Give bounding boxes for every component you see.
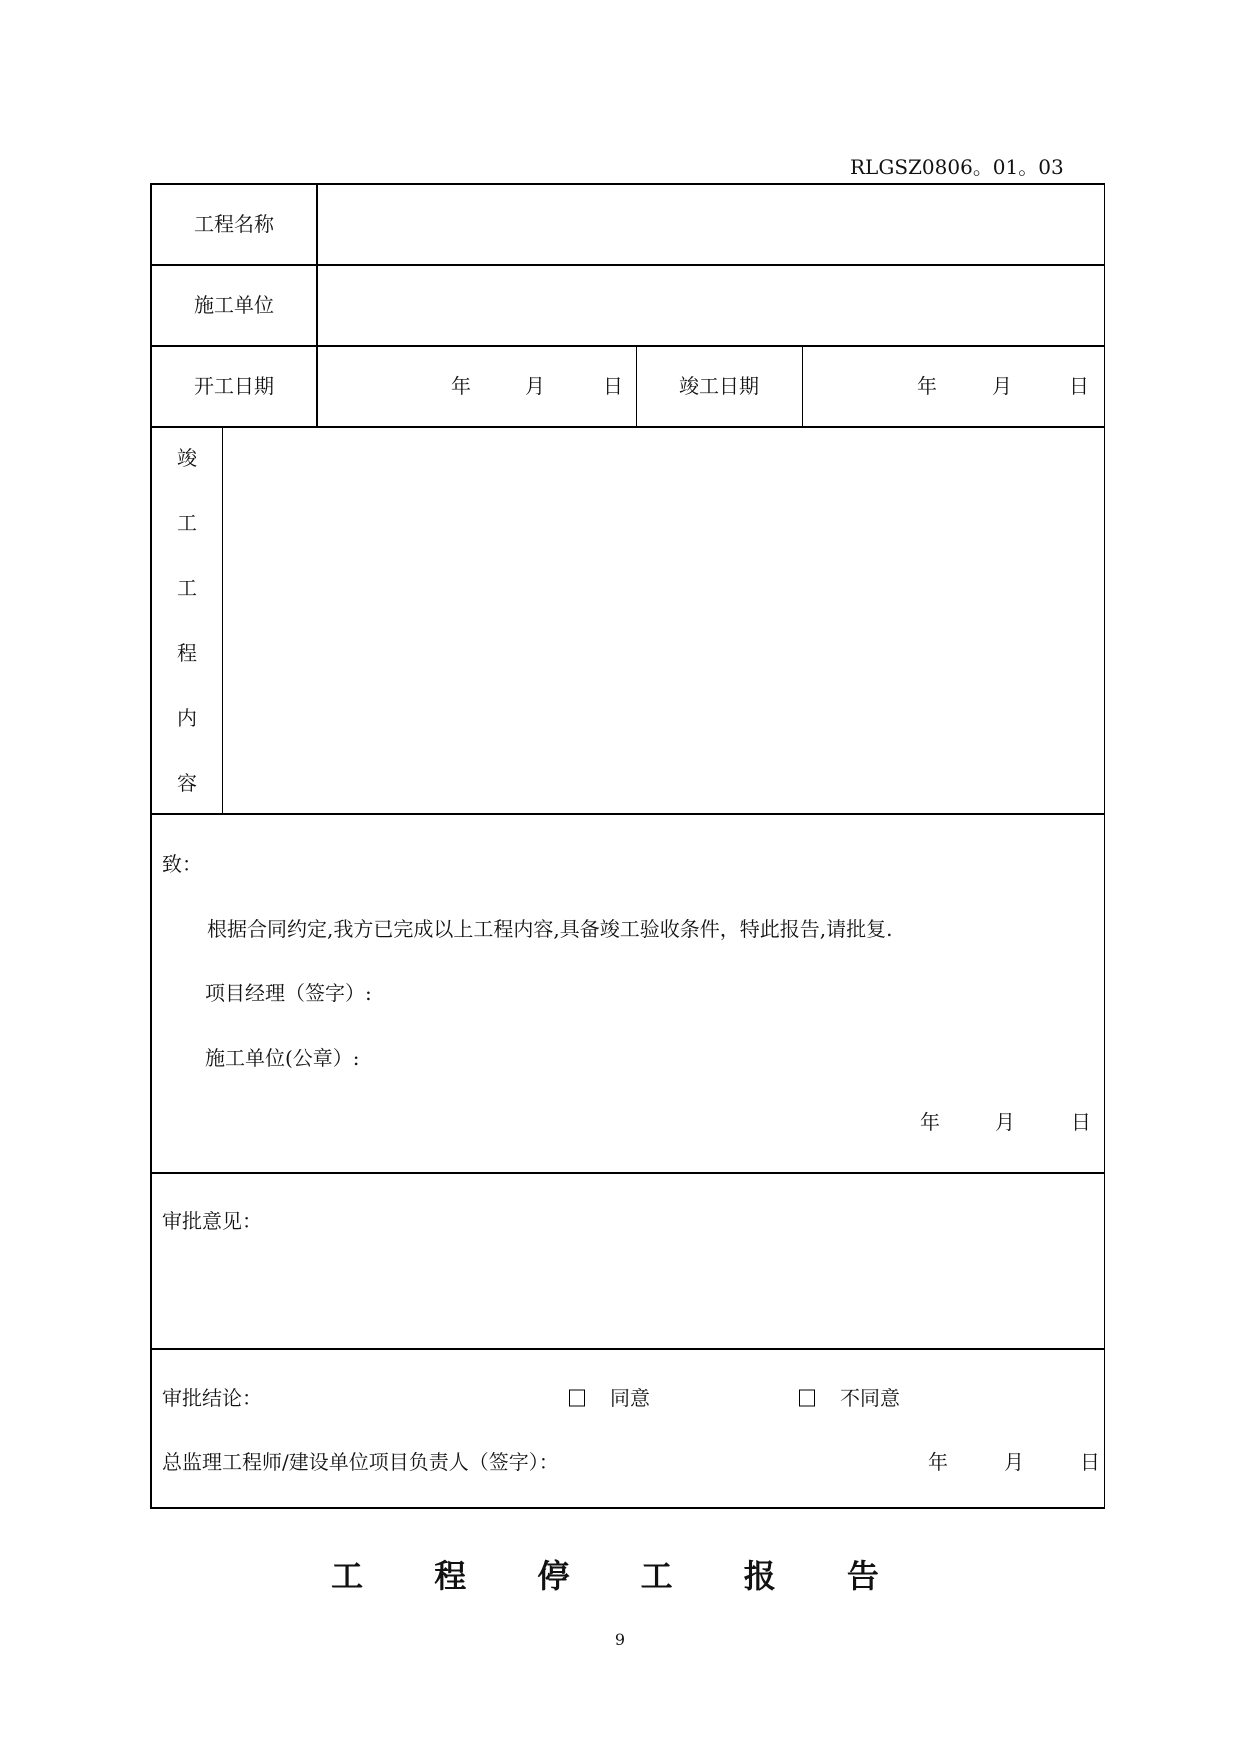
- agree-label: 同意: [610, 1386, 650, 1410]
- project-name-field[interactable]: [318, 185, 1103, 263]
- notice-to: 致：: [162, 852, 202, 876]
- content-char: 竣: [177, 446, 197, 470]
- approval-conclusion-label: 审批结论：: [162, 1386, 262, 1410]
- sign-month: 月: [1004, 1450, 1024, 1474]
- notice-day: 日: [1071, 1110, 1091, 1134]
- end-date-label: 竣工日期: [679, 374, 759, 398]
- notice-body: 根据合同约定,我方已完成以上工程内容,具备竣工验收条件，特此报告,请批复.: [207, 917, 893, 941]
- content-char: 容: [177, 771, 197, 795]
- end-month: 月: [992, 374, 1012, 398]
- contractor-label: 施工单位: [194, 293, 274, 317]
- content-char: 程: [177, 641, 197, 665]
- content-char: 工: [177, 576, 197, 600]
- sign-year: 年: [928, 1450, 948, 1474]
- pm-sign-label: 项目经理（签字）:: [205, 981, 372, 1005]
- approval-opinion-label: 审批意见：: [162, 1209, 262, 1233]
- agree-checkbox[interactable]: [569, 1390, 585, 1407]
- project-name-label: 工程名称: [194, 212, 274, 236]
- end-year: 年: [917, 374, 937, 398]
- start-year: 年: [451, 374, 471, 398]
- contractor-field[interactable]: [318, 266, 1103, 344]
- page-number: 9: [614, 1630, 626, 1649]
- start-day: 日: [603, 374, 623, 398]
- notice-month: 月: [995, 1110, 1015, 1134]
- content-char: 内: [177, 706, 197, 730]
- sign-day: 日: [1080, 1450, 1100, 1474]
- content-field[interactable]: [224, 428, 1103, 812]
- notice-year: 年: [920, 1110, 940, 1134]
- start-date-label: 开工日期: [194, 374, 274, 398]
- next-page-title: 工 程 停 工 报 告: [331, 1557, 909, 1595]
- disagree-checkbox[interactable]: [799, 1390, 815, 1407]
- disagree-label: 不同意: [840, 1386, 900, 1410]
- start-month: 月: [525, 374, 545, 398]
- unit-seal-label: 施工单位(公章）:: [205, 1046, 360, 1070]
- end-day: 日: [1069, 374, 1089, 398]
- content-char: 工: [177, 511, 197, 535]
- signer-label: 总监理工程师/建设单位项目负责人（签字）：: [162, 1450, 559, 1474]
- form-code: RLGSZ0806。01。03: [850, 155, 1064, 179]
